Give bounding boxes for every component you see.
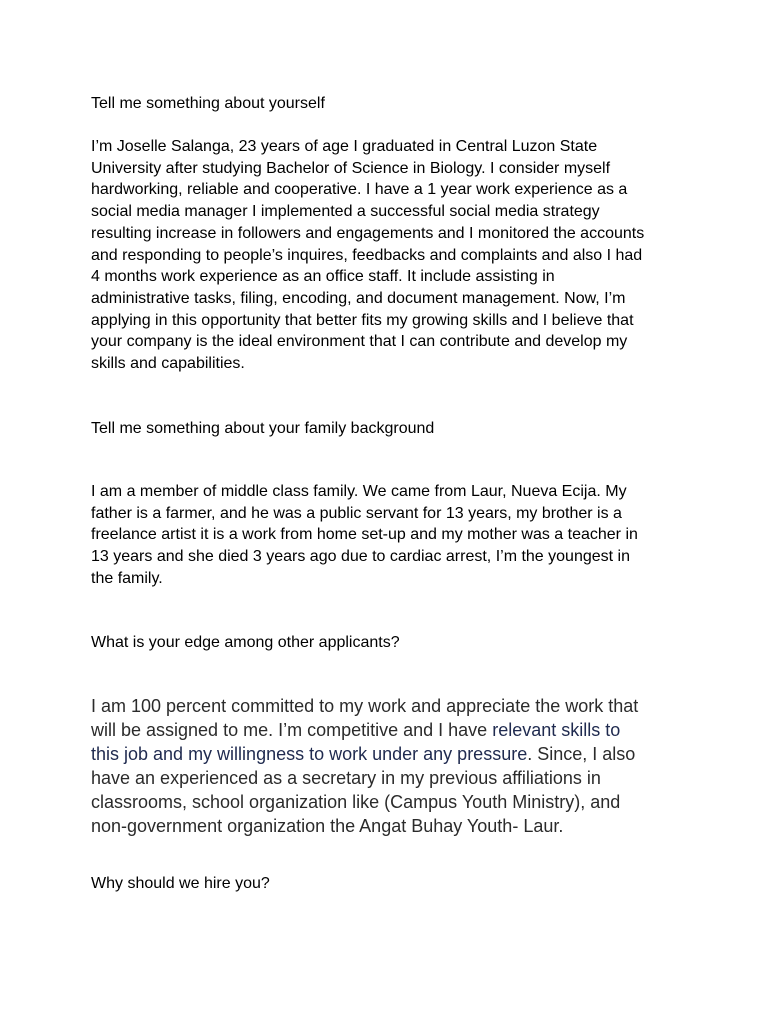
answer-highlight: this job and my willingness to work under any pressure	[91, 744, 528, 764]
answer-line: will be assigned to me. I’m competitive and I have	[91, 720, 493, 740]
question-edge: What is your edge among other applicants?	[91, 634, 400, 651]
answer-line: skills and capabilities.	[91, 355, 245, 373]
answer-line: applying in this opportunity that better fits my growing skills and I believe that	[91, 311, 634, 329]
answer-line: I am a member of middle class family. We came from Laur, Nueva Ecija. My	[91, 483, 627, 500]
answer-line: and responding to people’s inquires, feedbacks and complaints and also I had	[91, 246, 643, 264]
answer-line: have an experienced as a secretary in my previous affiliations in	[91, 768, 601, 788]
question-about-yourself: Tell me something about yourself	[91, 95, 325, 112]
answer-line: resulting increase in followers and engagements and I monitored the accounts	[91, 224, 645, 242]
answer-line: I am 100 percent committed to my work and appreciate the work that	[91, 696, 639, 716]
answer-line: your company is the ideal environment that I can contribute and develop my	[91, 333, 628, 351]
answer-line: freelance artist it is a work from home set-up and my mother was a teacher in	[91, 526, 638, 544]
answer-line: University after studying Bachelor of Science in Biology. I consider myself	[91, 159, 611, 177]
answer-about-yourself	[91, 136, 644, 375]
answer-line: father is a farmer, and he was a public servant for 13 years, my brother is a	[91, 504, 622, 522]
answer-line: the family.	[91, 569, 163, 587]
answer-highlight: relevant skills to	[492, 720, 621, 740]
answer-line: 13 years and she died 3 years ago due to cardiac arrest, I’m the youngest in	[91, 548, 630, 566]
question-family-background: Tell me something about your family background	[91, 420, 435, 437]
answer-line: social media manager I implemented a successful social media strategy	[91, 203, 600, 221]
answer-family-background	[91, 481, 638, 590]
answer-edge	[91, 694, 638, 838]
answer-line: . Since, I also	[527, 744, 636, 764]
answer-line: hardworking, reliable and cooperative. I have a 1 year work experience as a	[91, 181, 628, 199]
answer-line: classrooms, school organization like (Campus Youth Ministry), and	[91, 792, 621, 812]
answer-line: administrative tasks, filing, encoding, and document management. Now, I’m	[91, 289, 626, 307]
question-why-hire: Why should we hire you?	[91, 875, 270, 892]
answer-line: I’m Joselle Salanga, 23 years of age I graduated in Central Luzon State	[91, 138, 598, 155]
answer-line: non-government organization the Angat Buhay Youth- Laur.	[91, 816, 564, 836]
answer-line: 4 months work experience as an office staff. It include assisting in	[91, 268, 555, 286]
